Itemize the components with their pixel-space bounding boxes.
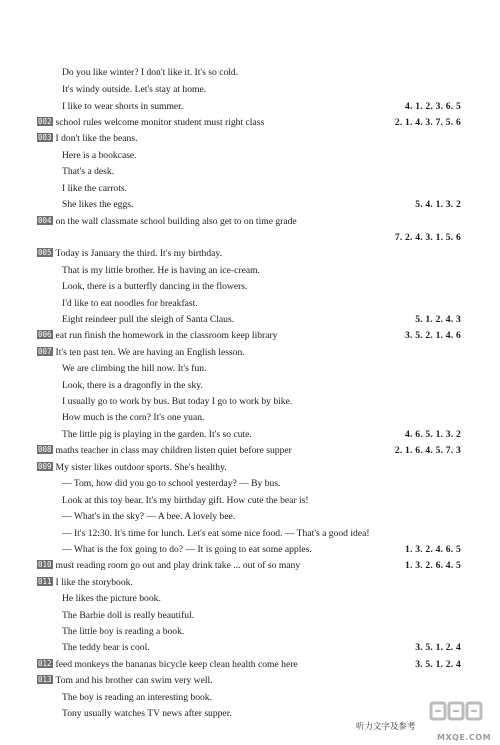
line-text: She likes the eggs. <box>62 199 134 210</box>
watermark-text: MXQE.COM <box>437 733 492 742</box>
line-text: school rules welcome monitor student must right class <box>55 117 265 128</box>
page-footer: 听力文字及参考 <box>356 722 416 732</box>
text-line <box>62 495 309 507</box>
line-text: That is my little brother. He is having an ice-cream. <box>62 265 260 276</box>
answer-sequence: 2. 1. 4. 3. 7. 5. 6 <box>394 117 461 128</box>
question-number-badge: 009 <box>38 462 52 471</box>
question-number-badge: 011 <box>38 577 52 586</box>
text-line <box>37 675 213 687</box>
text-line <box>37 560 300 572</box>
line-text: I'd like to eat noodles for breakfast. <box>62 298 198 309</box>
question-number-badge: 008 <box>38 445 52 454</box>
line-text: I like to wear shorts in summer. <box>62 101 184 112</box>
text-line <box>62 692 212 704</box>
line-text: Look, there is a butterfly dancing in the flowers. <box>62 281 248 292</box>
line-text: It's windy outside. Let's stay at home. <box>62 84 207 95</box>
line-text: maths teacher in class may children listen quiet before supper <box>55 445 292 456</box>
line-text: Here is a bookcase. <box>62 150 137 161</box>
text-line <box>62 183 127 195</box>
line-text: The boy is reading an interesting book. <box>62 692 213 703</box>
text-line <box>62 380 203 392</box>
text-line <box>62 166 114 178</box>
answer-sequence: 3. 5. 2. 1. 4. 6 <box>405 330 461 341</box>
line-text: — Tom, how did you go to school yesterday? — By bus. <box>62 478 281 489</box>
text-line <box>62 478 280 490</box>
question-number-badge: 002 <box>38 117 52 126</box>
text-line <box>62 626 184 638</box>
line-text: Tony usually watches TV news after supper. <box>62 708 232 719</box>
text-line <box>37 216 297 228</box>
line-text: Eight reindeer pull the sleigh of Santa Claus. <box>62 314 235 325</box>
question-number-badge: 013 <box>38 675 52 684</box>
text-line <box>62 511 235 523</box>
text-line <box>62 199 133 211</box>
text-line <box>62 314 234 326</box>
answer-sequence: 1. 3. 2. 6. 4. 5 <box>405 560 461 571</box>
text-line <box>62 67 238 79</box>
text-line <box>62 528 370 540</box>
text-line <box>37 248 222 260</box>
line-text: — It's 12:30. It's time for lunch. Let's eat some nice food. — That's a good idea! <box>62 528 370 539</box>
line-text: The little boy is reading a book. <box>62 626 185 637</box>
question-number-badge: 007 <box>38 347 52 356</box>
line-text: I don't like the beans. <box>55 133 138 144</box>
answer-sequence: 2. 1. 6. 4. 5. 7. 3 <box>394 445 461 456</box>
text-line <box>37 445 292 457</box>
line-text: The little pig is playing in the garden. It's so cute. <box>62 429 252 440</box>
question-number-badge: 010 <box>38 560 52 569</box>
line-text: My sister likes outdoor sports. She's healthy. <box>55 462 227 473</box>
text-line <box>62 610 194 622</box>
answer-sequence: 4. 6. 5. 1. 3. 2 <box>405 429 461 440</box>
line-text: How much is the corn? It's one yuan. <box>62 412 205 423</box>
text-line <box>62 281 247 293</box>
question-number-badge: 005 <box>38 248 52 257</box>
line-text: Look, there is a dragonfly in the sky. <box>62 380 203 391</box>
question-number-badge: 003 <box>38 133 52 142</box>
answer-sequence: 5. 4. 1. 3. 2 <box>415 199 461 210</box>
text-line <box>37 117 264 129</box>
line-text: The teddy bear is cool. <box>62 642 150 653</box>
line-text: on the wall classmate school building also get to on time grade <box>55 216 297 227</box>
line-text: Look at this toy bear. It's my birthday gift. How cute the bear is! <box>62 495 309 506</box>
line-text: Tom and his brother can swim very well. <box>55 675 213 686</box>
line-text: That's a desk. <box>62 166 115 177</box>
answer-sequence: 3. 5. 1. 2. 4 <box>415 659 461 670</box>
text-line <box>62 298 198 310</box>
line-text: feed monkeys the bananas bicycle keep clean health come here <box>55 659 298 670</box>
line-text: The Barbie doll is really beautiful. <box>62 610 195 621</box>
text-line <box>62 593 161 605</box>
line-text: — What's in the sky? — A bee. A lovely bee. <box>62 511 236 522</box>
text-line <box>62 396 292 408</box>
answer-sequence: 1. 3. 2. 4. 6. 5 <box>405 544 461 555</box>
text-line <box>62 544 312 556</box>
text-line <box>62 642 150 654</box>
line-text: I usually go to work by bus. But today I go to work by bike. <box>62 396 293 407</box>
line-text: Do you like winter? I don't like it. It's so cold. <box>62 67 239 78</box>
line-text: I like the storybook. <box>55 577 133 588</box>
text-line <box>37 133 137 145</box>
text-line <box>62 429 252 441</box>
line-text: Today is January the third. It's my birthday. <box>55 248 222 259</box>
line-text: eat run finish the homework in the classroom keep library <box>55 330 278 341</box>
text-line <box>62 265 260 277</box>
question-number-badge: 004 <box>38 216 52 225</box>
text-line <box>62 150 137 162</box>
text-line <box>62 101 183 113</box>
answer-sequence: 7. 2. 4. 3. 1. 5. 6 <box>394 232 461 243</box>
text-line <box>37 347 245 359</box>
text-line <box>37 330 277 342</box>
line-text: must reading room go out and play drink take ... out of so many <box>55 560 301 571</box>
line-text: It's ten past ten. We are having an English lesson. <box>55 347 245 358</box>
answer-sequence: 5. 1. 2. 4. 3 <box>415 314 461 325</box>
answer-sequence: 3. 5. 1. 2. 4 <box>415 642 461 653</box>
text-line <box>37 462 227 474</box>
question-number-badge: 006 <box>38 330 52 339</box>
line-text: We are climbing the hill now. It's fun. <box>62 363 207 374</box>
text-line <box>37 577 133 589</box>
line-text: — What is the fox going to do? — It is going to eat some apples. <box>62 544 312 555</box>
line-text: I like the carrots. <box>62 183 127 194</box>
text-line <box>37 659 298 671</box>
text-line <box>62 363 206 375</box>
text-line <box>62 708 232 720</box>
answer-sequence: 4. 1. 2. 3. 6. 5 <box>405 101 461 112</box>
question-number-badge: 012 <box>38 659 52 668</box>
text-line <box>62 84 206 96</box>
line-text: He likes the picture book. <box>62 593 161 604</box>
text-line <box>62 412 204 424</box>
